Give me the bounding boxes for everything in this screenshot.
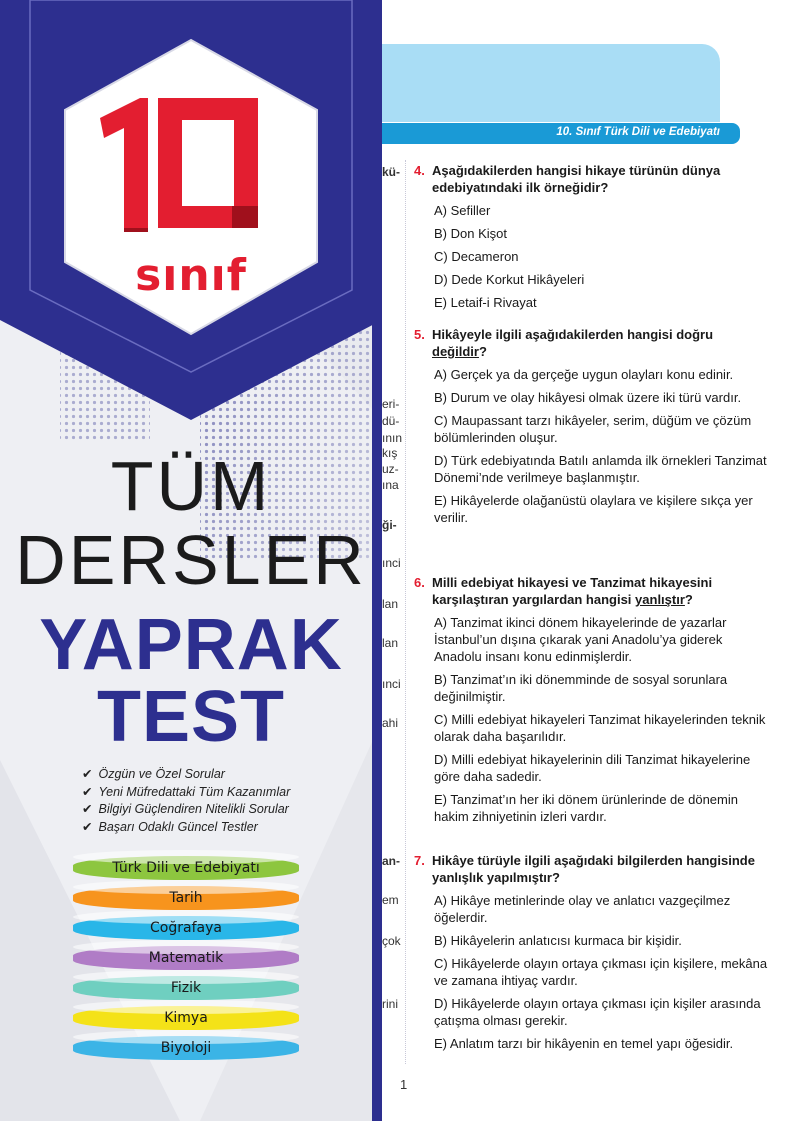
- answer-option[interactable]: E) Letaif-i Rivayat: [434, 295, 537, 310]
- feature-item: ✔ Bilgiyi Güçlendiren Nitelikli Sorular: [82, 801, 372, 819]
- question-stem: [432, 852, 770, 886]
- subject-label: Matematik: [148, 950, 224, 966]
- answer-option[interactable]: E) Hikâyelerde olağanüstü olaylara ve kişilere sıkça yer verilir.: [434, 493, 753, 525]
- fragment-text: lan: [382, 636, 399, 650]
- page-number: 1: [400, 1077, 408, 1092]
- question-stem-text: Milli edebiyat hikayesi ve Tanzimat hikayesini karşılaştıran yargılardan hangisi: [432, 575, 713, 607]
- fragment-text: ği-: [382, 518, 397, 532]
- answer-option[interactable]: C) Maupassant tarzı hikâyeler, serim, düğüm ve çözüm bölümlerinden oluşur.: [434, 413, 752, 445]
- grade-word: sınıf: [135, 250, 247, 301]
- fragment-text: kış: [382, 446, 398, 460]
- question-stem-text: Hikâye türüyle ilgili aşağıdaki bilgilerden hangisinde yanlışlık yapılmıştır?: [432, 853, 755, 885]
- answer-option[interactable]: D) Hikâyelerde olayın ortaya çıkması için kişiler arasında çatışma olması gerekir.: [434, 996, 761, 1028]
- answer-option[interactable]: A) Tanzimat ikinci dönem hikayelerinde de yazarlar İstanbul’un dışına çıkarak yani Anadolu’ya giderek Anadolu insanı konu edinmişlerdir.: [434, 615, 727, 664]
- subject-label: Tarih: [169, 890, 203, 906]
- fragment-text: ınci: [382, 677, 401, 691]
- answer-option[interactable]: D) Dede Korkut Hikâyeleri: [434, 272, 585, 287]
- question-stem-text: Hikâyeyle ilgili aşağıdakilerden hangisi doğru: [432, 327, 714, 342]
- fragment-text: kü-: [382, 165, 400, 179]
- answer-option[interactable]: A) Sefiller: [434, 203, 491, 218]
- question-stem-emphasis: yanlıştır: [635, 592, 685, 607]
- answer-option[interactable]: C) Decameron: [434, 249, 519, 264]
- question: [414, 326, 770, 526]
- question-stem: [432, 326, 770, 360]
- question: [414, 852, 770, 1052]
- book-cover: [0, 0, 382, 1121]
- fragment-text: dü-: [382, 414, 400, 428]
- question-stem: [432, 162, 770, 196]
- question: [414, 574, 770, 825]
- fragment-text: eri-: [382, 397, 400, 411]
- question-stem: [432, 574, 770, 608]
- question-number: 7.: [414, 853, 425, 868]
- fragment-text: ının: [382, 431, 403, 445]
- feature-item: ✔ Özgün ve Özel Sorular: [82, 766, 372, 784]
- fragment-text: çok: [382, 934, 401, 948]
- answer-option[interactable]: D) Türk edebiyatında Batılı anlamda ilk örnekleri Tanzimat Dönemi’nde verilmeye başlanmıştır.: [434, 453, 767, 485]
- title-test: TEST: [96, 677, 285, 757]
- answer-option[interactable]: E) Anlatım tarzı bir hikâyenin en temel yapı öğesidir.: [434, 1036, 734, 1051]
- fragment-text: an-: [382, 854, 400, 868]
- answer-option[interactable]: A) Hikâye metinlerinde olay ve anlatıcı vazgeçilmez öğelerdir.: [434, 893, 731, 925]
- answer-option[interactable]: B) Hikâyelerin anlatıcısı kurmaca bir kişidir.: [434, 933, 682, 948]
- answer-option[interactable]: B) Don Kişot: [434, 226, 507, 241]
- answer-option[interactable]: E) Tanzimat’ın her iki dönem ürünlerinde de dönemin hakim zihniyetinin izleri vardır.: [434, 792, 738, 824]
- column-divider: [405, 160, 406, 1064]
- subject-label: Biyoloji: [160, 1040, 212, 1056]
- subject-label: Kimya: [164, 1010, 208, 1026]
- subject-label: Fizik: [170, 980, 202, 996]
- answer-option[interactable]: C) Hikâyelerde olayın ortaya çıkması için kişilere, mekâna ve zamana ihtiyaç vardır.: [434, 956, 768, 988]
- subject-disc: [73, 880, 299, 910]
- subject-disc: [73, 910, 299, 940]
- question-stem-end: ?: [478, 344, 487, 359]
- question-stem-end: ?: [684, 592, 693, 607]
- question-stem-text: Aşağıdakilerden hangisi hikaye türünün dünya edebiyatındaki ilk örneğidir?: [432, 163, 721, 195]
- title-dersler: DERSLER: [15, 521, 367, 599]
- header-bar: [382, 123, 740, 144]
- answer-option[interactable]: A) Gerçek ya da gerçeğe uygun olayları konu edinir.: [434, 367, 734, 382]
- title-yaprak: YAPRAK: [39, 605, 343, 685]
- fragment-text: ahi: [382, 716, 399, 730]
- test-page: [382, 0, 800, 1121]
- subject-disc: [73, 940, 299, 970]
- fragment-text: em: [382, 893, 399, 907]
- subject-stack: [73, 850, 299, 1060]
- question-number: 6.: [414, 575, 425, 590]
- fragment-text: uz-: [382, 462, 399, 476]
- subject-label: Türk Dili ve Edebiyatı: [112, 860, 260, 876]
- fragment-text: rini: [382, 997, 399, 1011]
- fragment-text: ına: [382, 478, 399, 492]
- title-tum: TÜM: [110, 447, 272, 525]
- question: [414, 162, 770, 311]
- answer-option[interactable]: B) Tanzimat’ın iki dönemminde de sosyal sorunlara değinilmiştir.: [434, 672, 728, 704]
- answer-option[interactable]: C) Milli edebiyat hikayeleri Tanzimat hikayelerinden teknik olarak daha başarılıdır.: [434, 712, 766, 744]
- answer-option[interactable]: B) Durum ve olay hikâyesi olmak üzere iki türü vardır.: [434, 390, 742, 405]
- answer-option[interactable]: D) Milli edebiyat hikayelerinin dili Tanzimat hikayelerine göre daha sadedir.: [434, 752, 751, 784]
- header-box: [382, 44, 720, 122]
- fragment-text: lan: [382, 597, 399, 611]
- question-number: 5.: [414, 327, 425, 342]
- subject-disc: [73, 1000, 299, 1030]
- header-title: 10. Sınıf Türk Dili ve Edebiyatı: [556, 126, 720, 138]
- subject-disc: [73, 850, 299, 880]
- subject-disc: [73, 1030, 299, 1060]
- feature-item: ✔ Yeni Müfredattaki Tüm Kazanımlar: [82, 784, 372, 802]
- feature-list: [82, 766, 372, 836]
- question-stem-emphasis: değildir: [432, 344, 479, 359]
- question-number: 4.: [414, 163, 425, 178]
- fragment-text: ınci: [382, 556, 401, 570]
- subject-disc: [73, 970, 299, 1000]
- subject-label: Coğrafaya: [150, 920, 222, 936]
- feature-item: ✔ Başarı Odaklı Güncel Testler: [82, 819, 372, 837]
